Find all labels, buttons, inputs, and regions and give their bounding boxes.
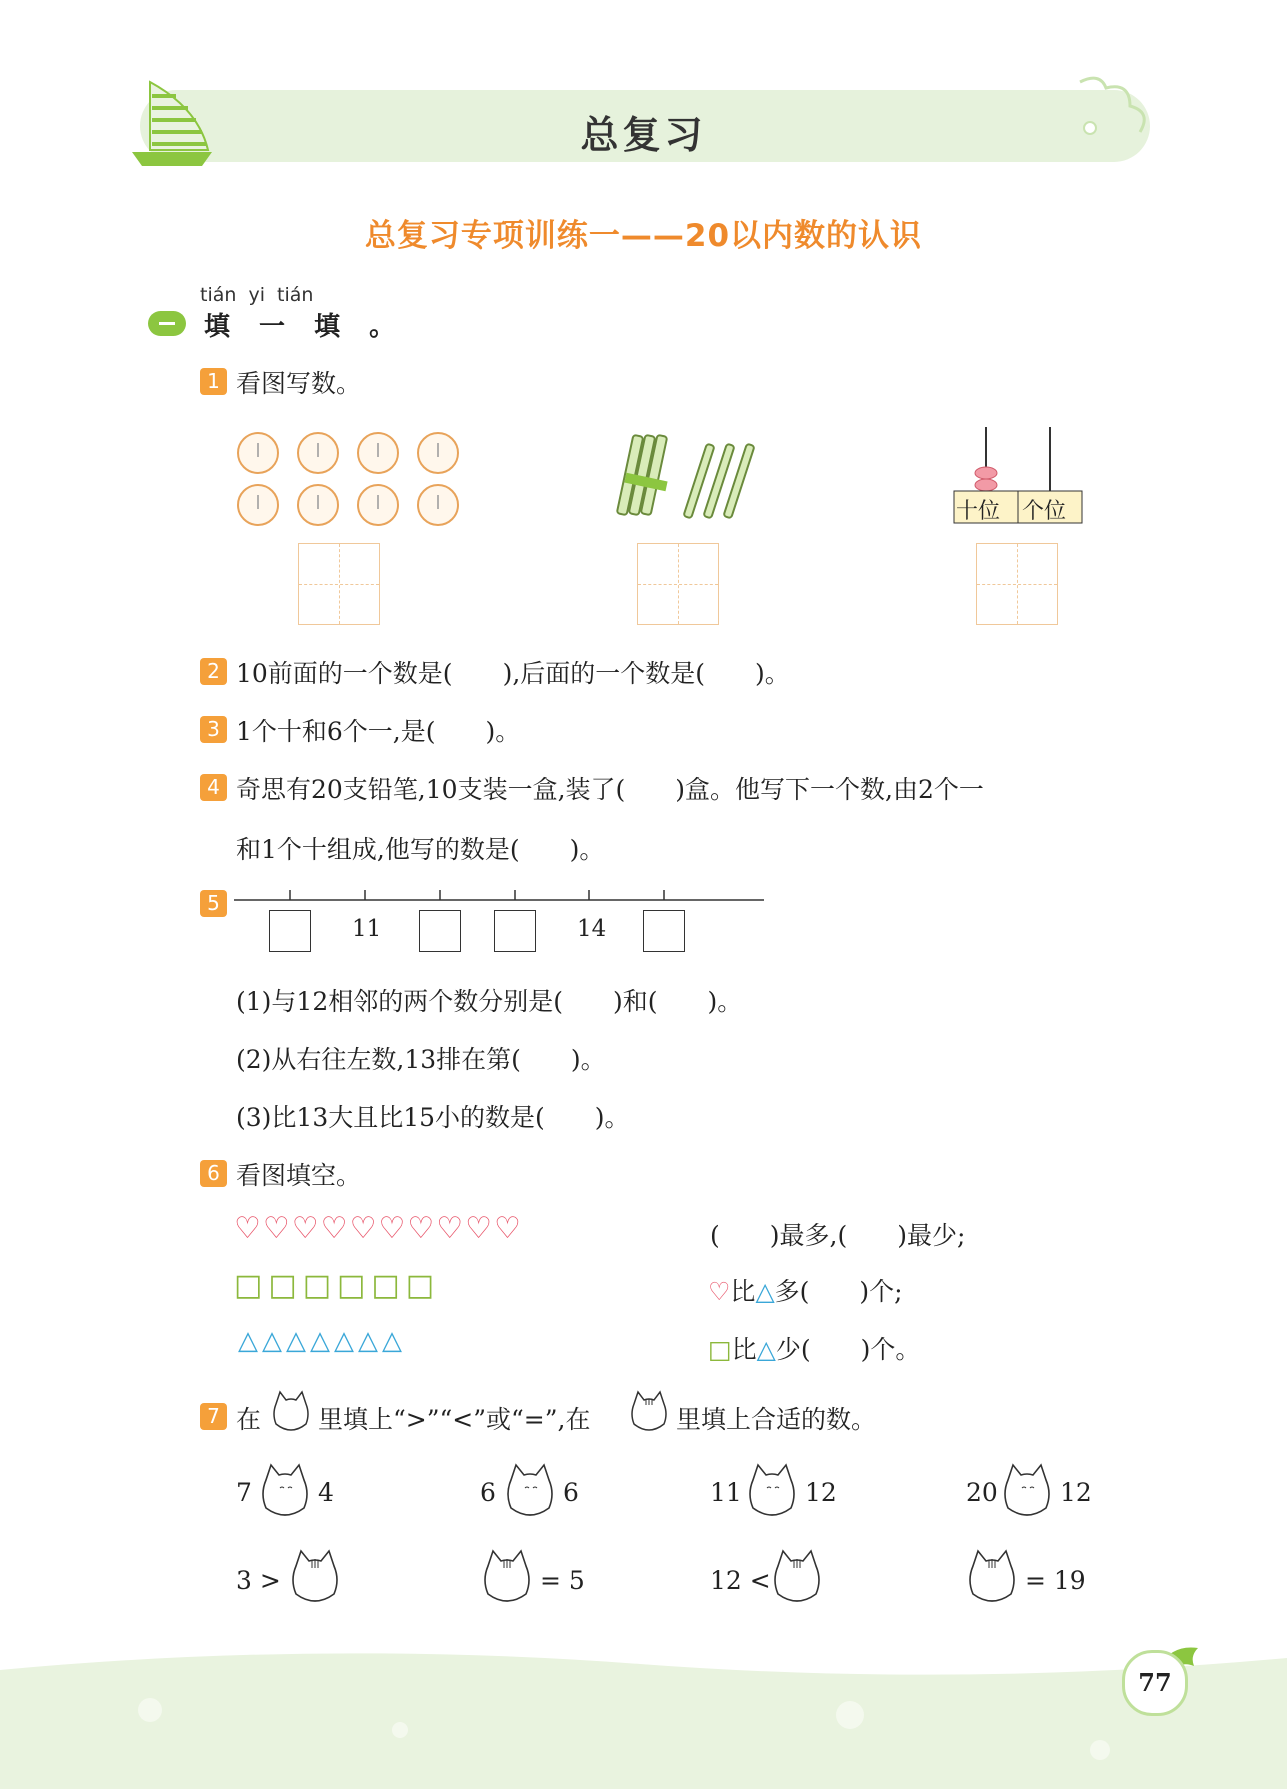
compare-left: 12 <	[710, 1566, 771, 1595]
cat-icon	[628, 1390, 670, 1434]
triangle-icon: △	[755, 1277, 775, 1306]
triangle-icon: △	[756, 1335, 776, 1364]
question-text: 和1个十组成,他写的数是( )。	[236, 835, 605, 864]
question-text: 看图填空。	[236, 1161, 362, 1190]
compare-right: = 19	[1025, 1566, 1086, 1595]
question-text: (3)比13大且比15小的数是( )。	[236, 1103, 630, 1132]
cat-icon[interactable]	[965, 1548, 1019, 1606]
question-text: ( )最多,( )最少;	[710, 1221, 966, 1250]
question-text: 里填上合适的数。	[676, 1405, 877, 1434]
compare-line	[708, 1272, 903, 1308]
question-text: 10前面的一个数是( ),后面的一个数是( )。	[236, 659, 790, 688]
question-number: 6	[200, 1160, 227, 1187]
answer-grid[interactable]	[637, 543, 719, 625]
compare-left: 3 >	[236, 1566, 281, 1595]
cat-icon[interactable]	[503, 1462, 557, 1520]
cat-icon[interactable]	[258, 1462, 312, 1520]
question-number: 7	[200, 1403, 227, 1430]
question-number: 4	[200, 774, 227, 801]
compare-word: 比	[731, 1335, 757, 1364]
footer-wave	[0, 1640, 1287, 1789]
compare-left: 7	[236, 1478, 252, 1507]
page-number: 77	[1122, 1650, 1188, 1716]
cat-icon[interactable]	[1000, 1462, 1054, 1520]
number-line-box[interactable]	[643, 910, 685, 952]
question-text: 里填上“>”“<”或“=”,在	[318, 1405, 591, 1434]
compare-line	[708, 1330, 920, 1366]
sticks-bundle-icon	[605, 425, 765, 525]
number-line-box[interactable]	[494, 910, 536, 952]
cat-icon[interactable]	[770, 1548, 824, 1606]
page-subtitle: 总复习专项训练一——20以内数的认识	[364, 218, 923, 254]
answer-grid[interactable]	[976, 543, 1058, 625]
triangles-row: △△△△△△△	[238, 1326, 406, 1356]
abacus-tens-label: 十位	[956, 499, 1001, 524]
question-text: (1)与12相邻的两个数分别是( )和( )。	[236, 987, 743, 1016]
compare-word: 比	[730, 1277, 756, 1306]
question-number: 3	[200, 716, 227, 743]
answer-grid[interactable]	[298, 543, 380, 625]
compare-right: 12	[805, 1478, 837, 1507]
compare-right: 6	[563, 1478, 579, 1507]
number-line-box[interactable]	[419, 910, 461, 952]
heart-icon: ♡	[708, 1277, 731, 1306]
compare-right: 12	[1060, 1478, 1092, 1507]
compare-left: 11	[710, 1478, 742, 1507]
number-line-label: 11	[352, 916, 382, 942]
compare-end: 多( )个;	[774, 1277, 903, 1306]
question-text: 看图写数。	[236, 369, 362, 398]
question-number: 2	[200, 658, 227, 685]
question-text: (2)从右往左数,13排在第( )。	[236, 1045, 606, 1074]
compare-right: 4	[318, 1478, 334, 1507]
number-line-label: 14	[577, 916, 607, 942]
squares-row: □□□□□□	[234, 1268, 441, 1303]
compare-end: 少( )个。	[775, 1335, 921, 1364]
question-text: 奇思有20支铅笔,10支装一盒,装了( )盒。他写下一个数,由2个一	[236, 775, 984, 804]
question-text: 1个十和6个一,是( )。	[236, 717, 521, 746]
hearts-row: ♡♡♡♡♡♡♡♡♡♡	[234, 1211, 523, 1246]
square-icon: □	[708, 1335, 732, 1364]
compare-left: 6	[480, 1478, 496, 1507]
compare-right: = 5	[540, 1566, 585, 1595]
compare-left: 20	[966, 1478, 998, 1507]
number-line	[234, 888, 768, 904]
number-line-box[interactable]	[269, 910, 311, 952]
banner-title: 总复习	[580, 113, 707, 157]
question-number: 5	[200, 890, 227, 917]
question-number: 1	[200, 368, 227, 395]
clocks-illustration-icon	[230, 425, 470, 530]
cat-icon[interactable]	[480, 1548, 534, 1606]
section-number-badge	[148, 311, 186, 336]
question-text: 在	[236, 1405, 262, 1434]
section-pinyin: tián yi tián	[200, 284, 314, 306]
abacus-ones-label: 个位	[1022, 499, 1067, 524]
cat-icon[interactable]	[745, 1462, 799, 1520]
section-title: 填 一 填 。	[204, 312, 406, 342]
cat-icon	[270, 1390, 312, 1434]
cat-icon[interactable]	[288, 1548, 342, 1606]
